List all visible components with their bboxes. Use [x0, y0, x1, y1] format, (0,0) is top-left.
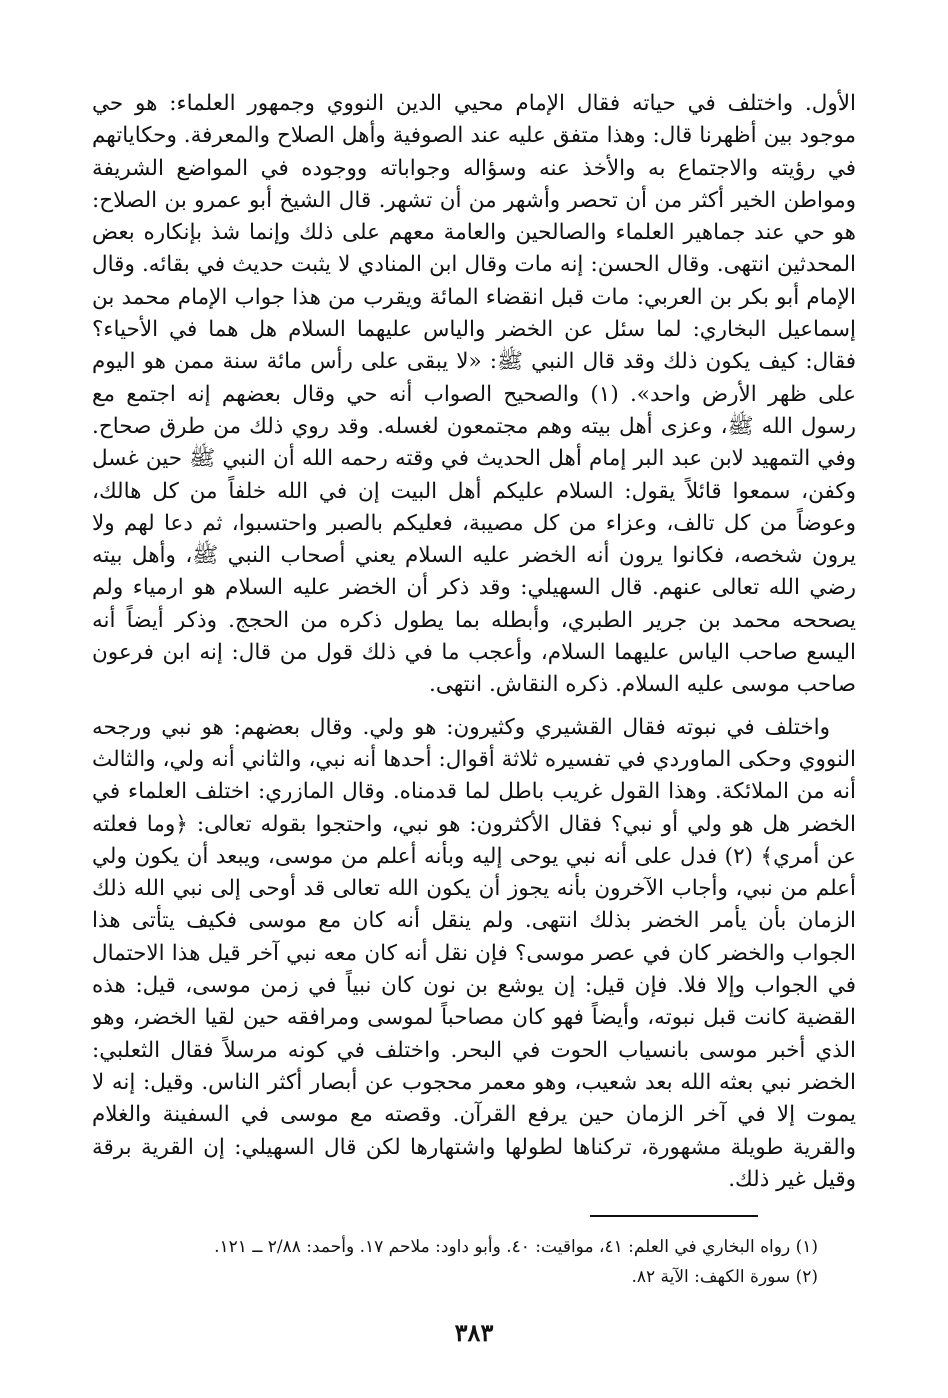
main-text	[92, 88, 856, 1196]
page-number: ٣٨٣	[454, 1318, 494, 1347]
footnote-2: (٢) سورة الكهف: الآية ٨٢.	[631, 1267, 818, 1287]
footnotes	[120, 1232, 818, 1292]
body-paragraph-1: الأول. واختلف في حياته فقال الإمام محيي الدين النووي وجمهور العلماء: هو حي موجود بين أظهرنا قال: وهذا متفق عليه عند الصوفية وأهل الصلاح والمعرفة. وحكاياتهم في رؤيته والاجتماع به والأخذ عنه وسؤاله وجواباته ووجوده في المواضع الشريفة ومواطن الخير أكثر من أن تحصر وأشهر من أن تشهر. قال الشيخ أبو عمرو بن الصلاح: هو حي عند جماهير العلماء والصالحين والعامة معهم على ذلك وإنما شذ بإنكاره بعض المحدثين انتهى. وقال الحسن: إنه مات وقال ابن المنادي لا يثبت حديث في بقائه. وقال الإمام أبو بكر بن العربي: مات قبل انقضاء المائة ويقرب من هذا جواب الإمام محمد بن إسماعيل البخاري: لما سئل عن الخضر والياس عليهما السلام هل هما في الأحياء؟ فقال: كيف يكون ذلك وقد قال النبي ﷺ: «لا يبقى على رأس مائة سنة ممن هو اليوم على ظهر الأرض واحد». (١) والصحيح الصواب أنه حي وقال بعضهم إنه اجتمع مع رسول الله ﷺ، وعزى أهل بيته وهم مجتمعون لغسله. وقد روي ذلك من طرق صحاح. وفي التمهيد لابن عبد البر إمام أهل الحديث في وقته رحمه الله أن النبي ﷺ حين غسل وكفن، سمعوا قائلاً يقول: السلام عليكم أهل البيت إن في الله خلفاً من كل هالك، وعوضاً من كل تالف، وعزاء من كل مصيبة، فعليكم بالصبر واحتسبوا، ثم دعا لهم ولا يرون شخصه، فكانوا يرون أنه الخضر عليه السلام يعني أصحاب النبي ﷺ، وأهل بيته رضي الله تعالى عنهم. قال السهيلي: وقد ذكر أن الخضر عليه السلام هو ارمياء ولم يصححه محمد بن جرير الطبري، وأبطله بما يطول ذكره من الحجج. وذكر أيضاً أنه اليسع صاحب الياس عليهما السلام، وأعجب ما في ذلك قول من قال: إنه ابن فرعون صاحب موسى عليه السلام. ذكره النقاش. انتهى.	[92, 91, 856, 698]
body-paragraph-2: واختلف في نبوته فقال القشيري وكثيرون: هو ولي. وقال بعضهم: هو نبي ورجحه النووي وحكى الماوردي في تفسيره ثلاثة أقوال: أحدها أنه نبي، والثاني أنه ولي، والثالث أنه من الملائكة. وهذا القول غريب باطل لما قدمناه. وقال المازري: اختلف العلماء في الخضر هل هو ولي أو نبي؟ فقال الأكثرون: هو نبي، واحتجوا بقوله تعالى: ﴿وما فعلته عن أمري﴾ (٢) فدل على أنه نبي يوحى إليه وبأنه أعلم من موسى، ويبعد أن يكون ولي أعلم من نبي، وأجاب الآخرون بأنه يجوز أن يكون الله تعالى قد أوحى إلى نبي الله ذلك الزمان بأن يأمر الخضر بذلك انتهى. ولم ينقل أنه كان مع موسى فكيف يتأتى هذا الجواب والخضر كان في عصر موسى؟ فإن نقل أنه كان معه نبي آخر قيل هذا الاحتمال في الجواب وإلا فلا. فإن قيل: إن يوشع بن نون كان نبياً في زمن موسى، قيل: هذه القضية كانت قبل نبوته، وأيضاً فهو كان مصاحباً لموسى ومرافقه حين لقيا الخضر، وهو الذي أخبر موسى بانسياب الحوت في البحر. واختلف في كونه مرسلاً فقال الثعلبي: الخضر نبي بعثه الله بعد شعيب، وهو معمر محجوب عن أبصار أكثر الناس. وقيل: إنه لا يموت إلا في آخر الزمان حين يرفع القرآن. وقصته مع موسى في السفينة والغلام والقرية طويلة مشهورة، تركناها لطولها واشتهارها لكن قال السهيلي: إن القرية برقة وقيل غير ذلك.	[92, 714, 856, 1192]
footnote-separator	[590, 1215, 758, 1217]
footnote-1: (١) رواه البخاري في العلم: ٤١، مواقيت: ٤٠. وأبو داود: ملاحم ١٧. وأحمد: ٢/٨٨ ــ ١٢١.	[214, 1237, 818, 1257]
